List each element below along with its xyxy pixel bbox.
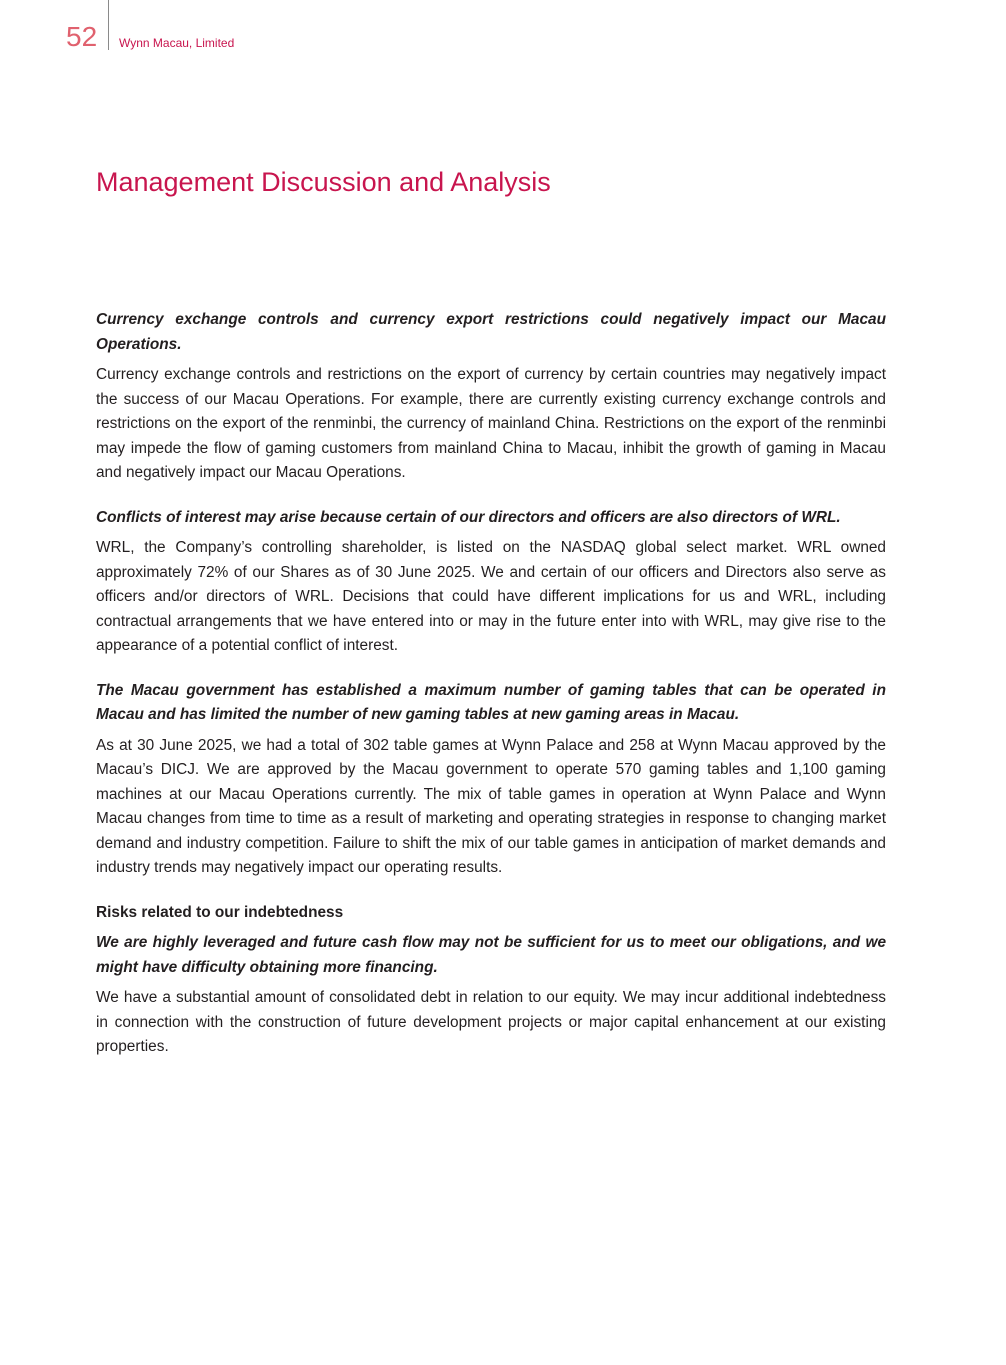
page-header [0,0,1006,60]
page-title: Management Discussion and Analysis [96,167,551,197]
main-content [96,308,886,1080]
section-body-gaming-tables: As at 30 June 2025, we had a total of 302 table games at Wynn Palace and 258 at Wynn Macau approved by the Macau’s DICJ. We are approved by the Macau government to operate 570 gaming tables and 1,100 gaming machines at our Macau Operations currently. The mix of table games in operation at Wynn Palace and Wynn Macau changes from time to time as a result of marketing and operating strategies in response to changing market demand and industry competition. Failure to shift the mix of our table games in anticipation of market demands and industry trends may negatively impact our operating results. [96,736,886,876]
risk-group-heading: Risks related to our indebtedness [96,903,344,921]
section-body-conflicts: WRL, the Company’s controlling shareholder, is listed on the NASDAQ global select market. WRL owned approximately 72% of our Shares as of 30 June 2025. We and certain of our officers and Directors also serve as officers and/or directors of WRL. Decisions that could have different implications for us and WRL, including contractual arrangements that we have entered into or may in the future enter into with WRL, may give rise to the appearance of a potential conflict of interest. [96,539,886,654]
section-heading-gaming-tables: The Macau government has established a maximum number of gaming tables that can be operated in Macau and has limited the number of new gaming tables at new gaming areas in Macau. [96,681,886,723]
section-heading-leverage: We are highly leveraged and future cash flow may not be sufficient for us to meet our obligations, and we might have difficulty obtaining more financing. [96,934,886,976]
section-heading-conflicts: Conflicts of interest may arise because certain of our directors and officers are also directors of WRL. [96,508,841,526]
section-body-currency: Currency exchange controls and restrictions on the export of currency by certain countries may negatively impact the success of our Macau Operations. For example, there are currently existing currency exchange controls and restrictions on the export of the renminbi, the currency of mainland China. Restrictions on the export of the renminbi may impede the flow of gaming customers from mainland China to Macau, inhibit the growth of gaming in Macau and negatively impact our Macau Operations. [96,366,886,481]
header-divider [108,0,109,50]
section-body-leverage: We have a substantial amount of consolidated debt in relation to our equity. We may incur additional indebtedness in connection with the construction of future development projects or major capital enhancement at our existing properties. [96,989,886,1055]
page-number: 52 [66,21,98,52]
company-name: Wynn Macau, Limited [119,36,235,50]
section-heading-currency: Currency exchange controls and currency export restrictions could negatively impact our Macau Operations. [96,311,886,353]
